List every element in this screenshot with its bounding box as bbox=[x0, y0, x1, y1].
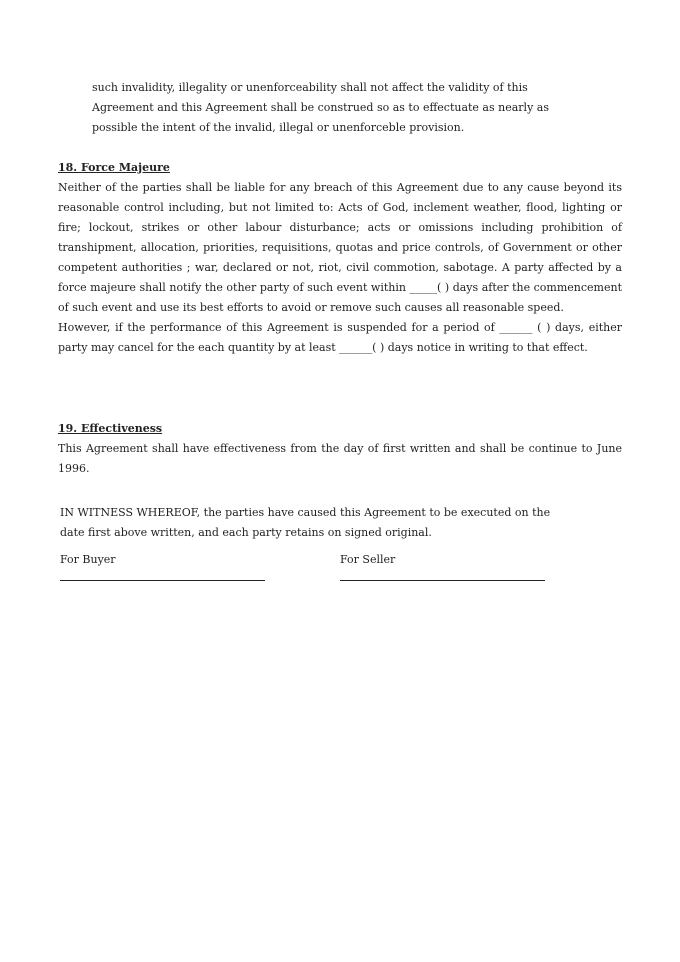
section-heading: 19. Effectiveness bbox=[58, 422, 163, 435]
buyer-signature-line bbox=[60, 580, 265, 581]
continuation-line: possible the intent of the invalid, illegal or unenforceble provision. bbox=[92, 121, 465, 134]
continuation-paragraph bbox=[92, 78, 602, 138]
section-paragraph: This Agreement shall have effectiveness from the day of first written and shall be continue to June 1996. bbox=[58, 442, 622, 475]
seller-signature-block bbox=[340, 550, 545, 581]
continuation-line: Agreement and this Agreement shall be construed so as to effectuate as nearly as bbox=[92, 101, 549, 114]
section-effectiveness bbox=[58, 419, 622, 479]
seller-signature-line bbox=[340, 580, 545, 581]
buyer-signature-block bbox=[60, 550, 265, 581]
continuation-line: such invalidity, illegality or unenforceability shall not affect the validity of this bbox=[92, 81, 528, 94]
witness-line: IN WITNESS WHEREOF, the parties have caused this Agreement to be executed on the bbox=[60, 506, 551, 519]
buyer-label: For Buyer bbox=[60, 553, 116, 566]
witness-clause bbox=[60, 503, 605, 543]
seller-label: For Seller bbox=[340, 553, 396, 566]
section-paragraph: However, if the performance of this Agreement is suspended for a period of ______ ( ) days, either party may cancel for the each quantity by at least ______( ) days notice in writing to that effect. bbox=[58, 321, 622, 354]
witness-line: date first above written, and each party retains on signed original. bbox=[60, 526, 432, 539]
section-heading: 18. Force Majeure bbox=[58, 161, 170, 174]
section-paragraph: Neither of the parties shall be liable for any breach of this Agreement due to any cause beyond its reasonable control including, but not limited to: Acts of God, inclement weather, flood, lighting or fire; lockout, strikes or other labour disturbance; acts or omissions including prohibition of transhipment, allocation, priorities, requisitions, quotas and price controls, of Government or other competent authorities ; war, declared or not, riot, civil commotion, sabotage. A party affected by a force majeure shall notify the other party of such event within _____( ) days after the commencement of such event and use its best efforts to avoid or remove such causes all reasonable speed. bbox=[58, 181, 622, 314]
section-force-majeure bbox=[58, 158, 622, 358]
